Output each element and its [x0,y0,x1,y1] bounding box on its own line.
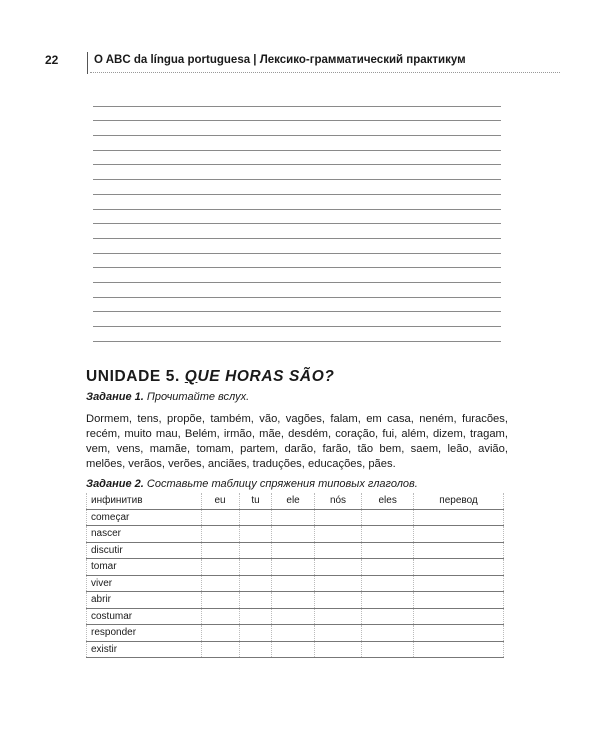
blank-answer-cell [414,641,504,658]
table-row [87,608,504,625]
unit-title-question-rest: UE HORAS SÃO? [197,368,335,385]
blank-answer-cell [201,542,239,559]
table-row [87,509,504,526]
writing-line [93,210,501,225]
blank-answer-cell [201,625,239,642]
blank-answer-cell [239,526,272,543]
task-2-label: Задание 2. [86,478,144,490]
writing-line [93,254,501,269]
blank-answer-cell [201,559,239,576]
blank-answer-cell [272,608,314,625]
writing-line [93,327,501,342]
task-2-heading [86,478,418,490]
verb-infinitive-cell: responder [87,625,202,642]
table-header-cell: eles [362,493,414,509]
blank-answer-cell [414,625,504,642]
writing-line [93,224,501,239]
blank-answer-cell [272,526,314,543]
blank-answer-cell [272,592,314,609]
blank-answer-cell [314,526,362,543]
unit-title-prefix: UNIDADE 5. [86,368,185,385]
blank-answer-cell [362,542,414,559]
unit-title [86,368,334,386]
verb-infinitive-cell: viver [87,575,202,592]
task-1-heading [86,391,249,403]
table-row [87,641,504,658]
verb-infinitive-cell: tomar [87,559,202,576]
blank-answer-cell [314,625,362,642]
page-number: 22 [45,53,59,67]
blank-answer-cell [239,625,272,642]
blank-answer-cell [314,509,362,526]
conjugation-table [86,493,504,658]
table-row [87,542,504,559]
verb-infinitive-cell: abrir [87,592,202,609]
verb-infinitive-cell: começar [87,509,202,526]
blank-answer-cell [201,509,239,526]
blank-answer-cell [414,526,504,543]
blank-answer-cell [414,575,504,592]
writing-line [93,195,501,210]
blank-answer-cell [201,608,239,625]
writing-line [93,283,501,298]
table-row [87,625,504,642]
writing-line [93,107,501,122]
blank-answer-cell [314,542,362,559]
blank-answer-cell [272,509,314,526]
reading-word-list: Dormem, tens, propõe, também, vão, vagões, falam, em casa, neném, furacões, recém, muito mau, Belém, irmão, mãe, desdém, coração, fui, além, dizem, tragam, vem, vens, mamãe, tomam, partem, darão, farão, tão bem, saem, leão, avião, melões, verãos, verões, anciães, traduções, educações, pães. [86,413,508,470]
blank-answer-cell [362,625,414,642]
blank-answer-cell [414,608,504,625]
blank-answer-cell [239,575,272,592]
table-header-cell: ele [272,493,314,509]
blank-answer-cell [414,542,504,559]
writing-line [93,136,501,151]
blank-answer-cell [272,641,314,658]
page-header [40,52,560,72]
unit-title-underlined-letter: Q [184,368,198,385]
writing-line [93,268,501,283]
task-1-instruction: Прочитайте вслух. [146,391,250,403]
table-row [87,575,504,592]
blank-answer-cell [414,592,504,609]
table-header-cell: инфинитив [87,493,202,509]
blank-answer-cell [362,641,414,658]
verb-infinitive-cell: existir [87,641,202,658]
task-1-label: Задание 1. [86,391,144,403]
blank-answer-cell [239,559,272,576]
blank-answer-cell [239,592,272,609]
writing-line [93,298,501,313]
blank-answer-cell [201,592,239,609]
table-header-cell: tu [239,493,272,509]
table-header-cell: перевод [414,493,504,509]
writing-line [93,92,501,107]
table-row [87,592,504,609]
task-2-instruction: Составьте таблицу спряжения типовых глаголов. [146,478,418,490]
blank-answer-cell [272,625,314,642]
blank-answer-cell [272,575,314,592]
blank-answer-cell [239,509,272,526]
blank-answer-cell [201,575,239,592]
running-title: O ABC da língua portuguesa | Лексико-грамматический практикум [94,54,466,66]
table-row [87,559,504,576]
writing-line [93,121,501,136]
unit-title-question [185,368,335,385]
blank-answer-cell [362,592,414,609]
blank-answer-cell [414,509,504,526]
blank-answer-cell [362,526,414,543]
blank-answer-cell [272,542,314,559]
blank-answer-cell [201,526,239,543]
blank-answer-cell [414,559,504,576]
blank-answer-cell [362,509,414,526]
writing-line [93,165,501,180]
blank-answer-cell [239,608,272,625]
blank-answer-cell [201,641,239,658]
blank-answer-cell [314,608,362,625]
header-divider [87,52,88,74]
table-header-row [87,493,504,509]
blank-answer-cell [362,575,414,592]
blank-answer-cell [314,641,362,658]
blank-answer-cell [314,592,362,609]
verb-infinitive-cell: nascer [87,526,202,543]
writing-lines [93,92,501,342]
blank-answer-cell [314,575,362,592]
blank-answer-cell [314,559,362,576]
verb-infinitive-cell: discutir [87,542,202,559]
blank-answer-cell [362,608,414,625]
writing-line [93,151,501,166]
blank-answer-cell [362,559,414,576]
header-dotted-rule [90,72,560,73]
writing-line [93,239,501,254]
table-header-cell: nós [314,493,362,509]
blank-answer-cell [239,542,272,559]
verb-infinitive-cell: costumar [87,608,202,625]
writing-line [93,312,501,327]
blank-answer-cell [272,559,314,576]
table-header-cell: eu [201,493,239,509]
blank-answer-cell [239,641,272,658]
table-row [87,526,504,543]
writing-line [93,180,501,195]
